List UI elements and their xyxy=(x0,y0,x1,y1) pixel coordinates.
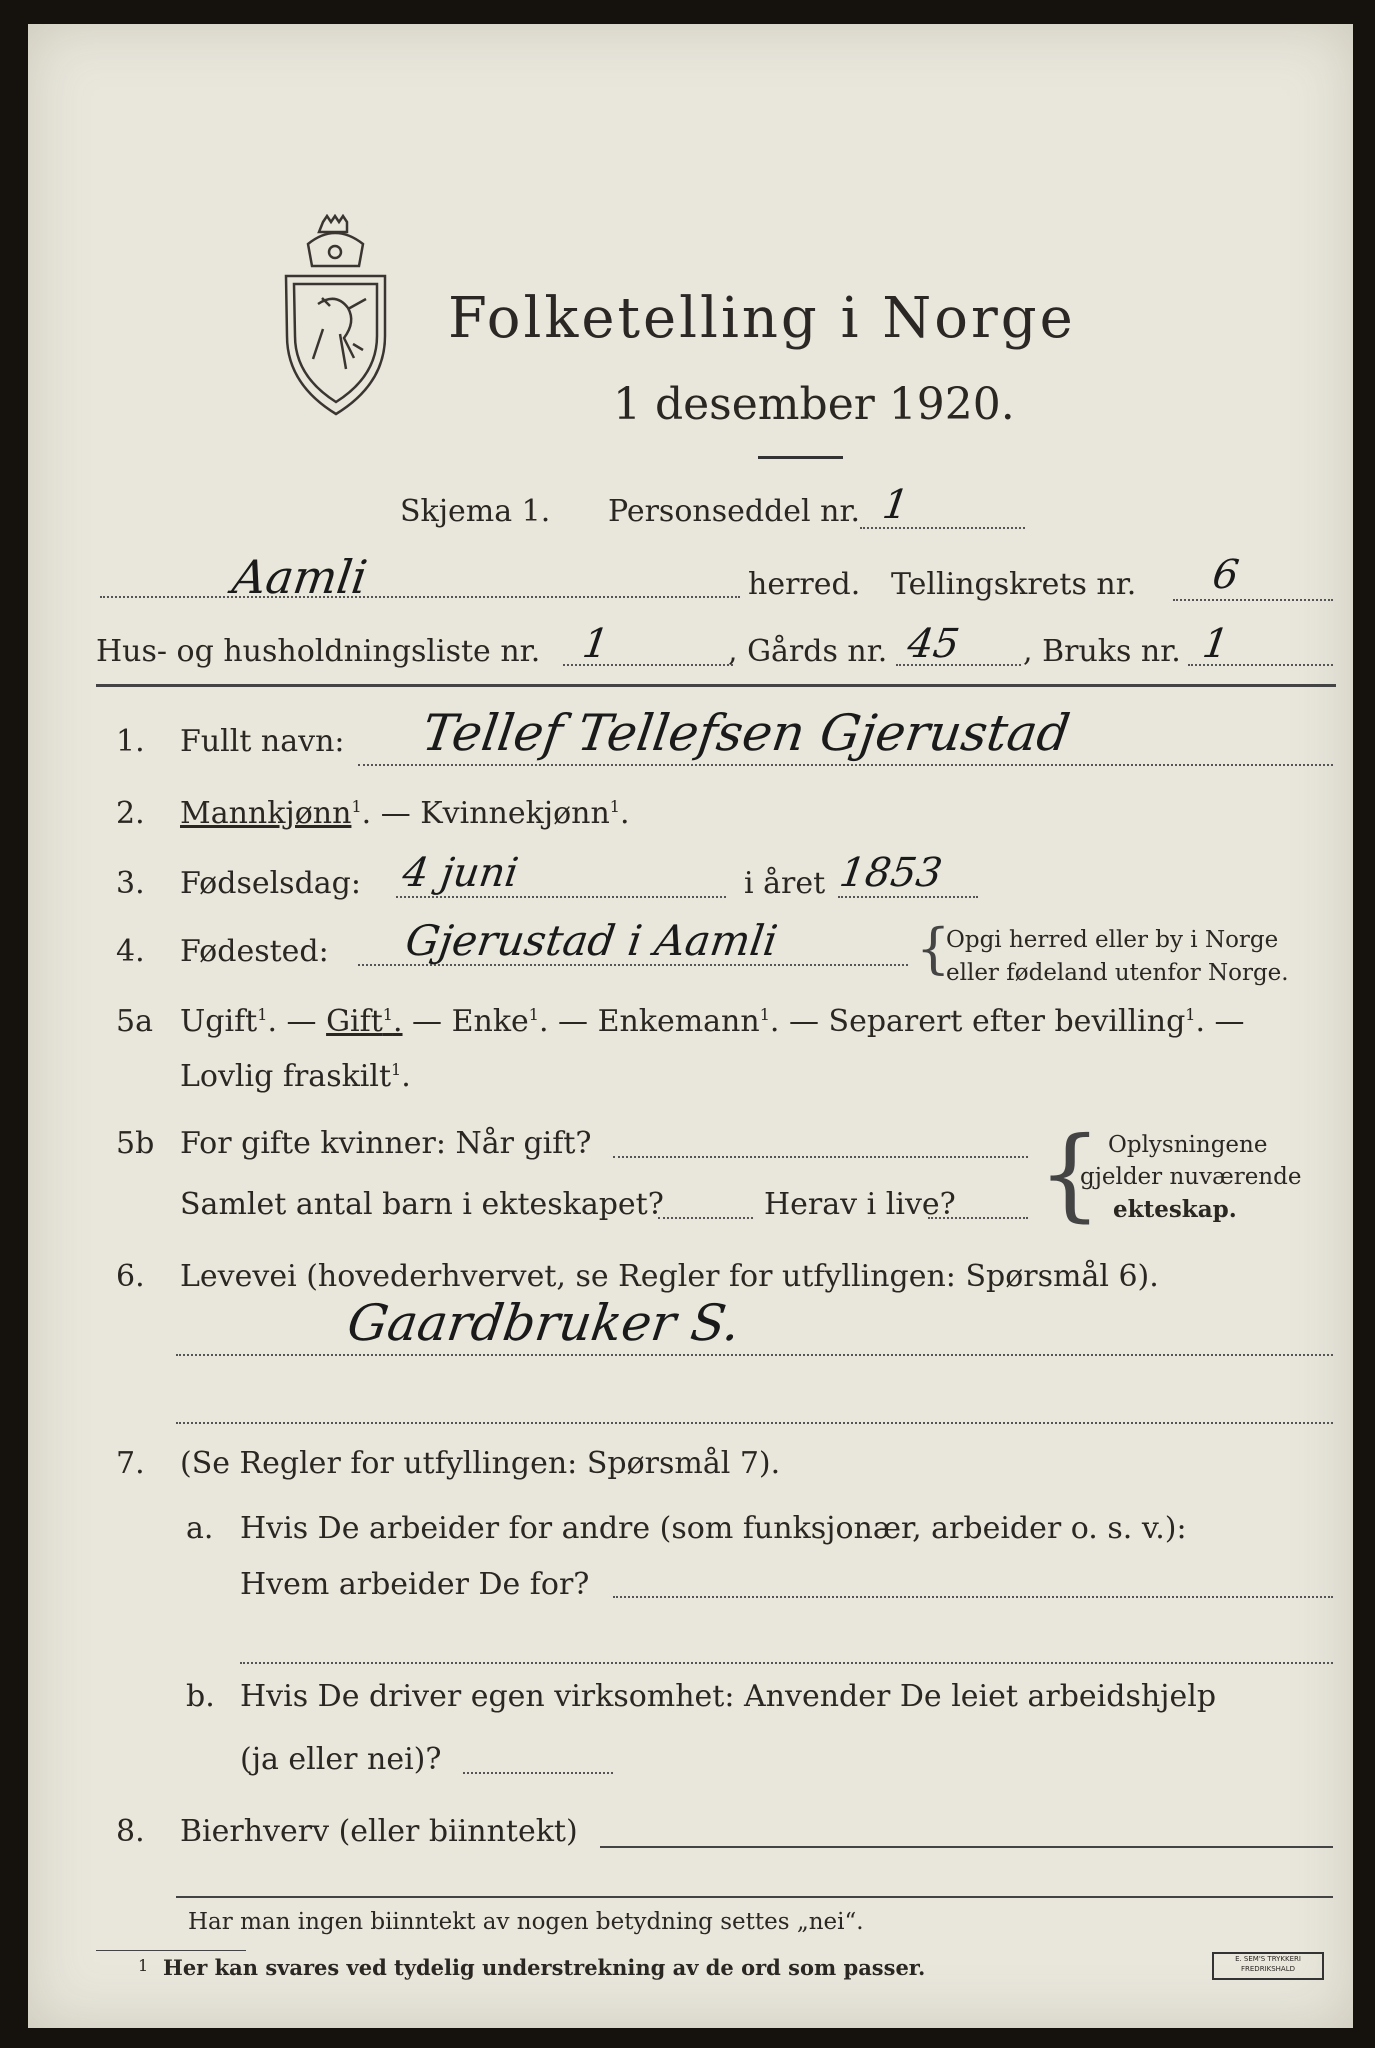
bruks-label: , Bruks nr. xyxy=(1023,634,1181,669)
q5a-end: . xyxy=(401,1059,411,1094)
q3-number: 3. xyxy=(116,866,145,901)
q6-number: 6. xyxy=(116,1259,145,1294)
birthday-field-line xyxy=(396,896,726,898)
q1-number: 1. xyxy=(116,724,145,759)
q2-separator: . — xyxy=(361,796,421,831)
printer-stamp-line2: FREDRIKSHALD xyxy=(1240,1965,1295,1973)
ugift-option[interactable]: Ugift xyxy=(180,1004,258,1039)
tellingskrets-value[interactable]: 6 xyxy=(1209,552,1242,598)
fraskilt-option[interactable]: Lovlig fraskilt xyxy=(180,1059,392,1094)
q5a-footnote-mark-enkemann: 1 xyxy=(759,1005,770,1024)
q4-brace: { xyxy=(916,917,951,980)
q5a-footnote-mark-separert: 1 xyxy=(1185,1005,1196,1024)
herred-value[interactable]: Aamli xyxy=(229,550,371,604)
footnote-mark: 1 xyxy=(138,1956,149,1975)
birth-year-value[interactable]: 1853 xyxy=(836,850,946,896)
enke-option[interactable]: Enke xyxy=(451,1004,529,1039)
gards-value[interactable]: 45 xyxy=(904,621,963,667)
year-field-line xyxy=(838,896,978,898)
q5a-footnote-mark-fraskilt: 1 xyxy=(391,1060,402,1079)
birthday-value[interactable]: 4 juni xyxy=(399,850,522,896)
separert-option[interactable]: Separert efter bevilling xyxy=(828,1004,1186,1039)
q5a-marital-options: Ugift$^1$. — Gift$^1$. — Enke$^1$. — Enkemann$^1$. — Separert efter bevilling$^1$. — xyxy=(180,1004,1245,1039)
q7b-text: Hvis De driver egen virksomhet: Anvender De leiet arbeidshjelp xyxy=(240,1679,1217,1714)
q8-number: 8. xyxy=(116,1814,145,1849)
q5a-dash-4: . — xyxy=(769,1004,819,1039)
q2-footnote-mark-2: 1 xyxy=(609,797,620,816)
q5a-footnote-mark-enke: 1 xyxy=(528,1005,539,1024)
q2-footnote-mark-1: 1 xyxy=(351,797,362,816)
side-income-field-line-2 xyxy=(176,1896,1333,1898)
gift-option[interactable] xyxy=(326,1004,402,1039)
q5a-number: 5a xyxy=(116,1004,153,1039)
occupation-value[interactable]: Gaardbruker S. xyxy=(343,1294,744,1352)
gift-option-label: Gift xyxy=(326,1004,383,1039)
q5b-label-alive: Herav i live? xyxy=(764,1187,956,1222)
q4-note-line2: eller fødeland utenfor Norge. xyxy=(946,960,1289,986)
q4-label: Fødested: xyxy=(180,934,329,969)
footnote-rule xyxy=(96,1950,246,1951)
q5a-line2 xyxy=(180,1059,411,1094)
q6-label: Levevei (hovederhvervet, se Regler for utfyllingen: Spørsmål 6). xyxy=(180,1259,1159,1294)
form-title: Folketelling i Norge xyxy=(448,286,1076,351)
q4-number: 4. xyxy=(116,934,145,969)
gards-label: , Gårds nr. xyxy=(728,634,888,669)
q2-end: . xyxy=(619,796,630,831)
q7b-question: (ja eller nei)? xyxy=(240,1742,442,1777)
full-name-value[interactable]: Tellef Tellefsen Gjerustad xyxy=(418,704,1074,762)
tellingskrets-field-line xyxy=(1173,599,1333,601)
q5b-brace: { xyxy=(1038,1115,1102,1232)
header-separator xyxy=(96,684,1336,687)
q5a-dash-5: . — xyxy=(1195,1004,1245,1039)
enkemann-option[interactable]: Enkemann xyxy=(597,1004,760,1039)
herred-label: herred. xyxy=(748,567,861,602)
q5b-note-line3: ekteskap. xyxy=(1113,1196,1237,1223)
employer-field-line xyxy=(613,1596,1333,1598)
q1-label: Fullt navn: xyxy=(180,724,345,759)
title-divider xyxy=(758,456,843,459)
census-form-page xyxy=(28,24,1353,2028)
personseddel-value[interactable]: 1 xyxy=(879,482,912,528)
q5a-footnote-mark-ugift: 1 xyxy=(257,1005,268,1024)
q5b-number: 5b xyxy=(116,1126,155,1161)
q5a-dash-1: . — xyxy=(267,1004,317,1039)
employer-field-line-2 xyxy=(240,1662,1333,1664)
husliste-value[interactable]: 1 xyxy=(579,621,612,667)
q7b-letter: b. xyxy=(186,1679,215,1714)
q3-label: Fødselsdag: xyxy=(180,866,361,901)
q5a-footnote-mark-gift: 1 xyxy=(382,1005,393,1024)
side-income-field-line xyxy=(600,1846,1333,1848)
q7a-question: Hvem arbeider De for? xyxy=(240,1567,590,1602)
census-date: 1 desember 1920. xyxy=(613,379,1015,430)
q2-sex-options xyxy=(180,796,630,831)
q5b-note-line1: Oplysningene xyxy=(1108,1132,1268,1158)
footnote-text: Her kan svares ved tydelig understrekning av de ord som passer. xyxy=(163,1955,926,1980)
q5a-dash-3: . — xyxy=(538,1004,589,1039)
female-option[interactable]: Kvinnekjønn xyxy=(420,796,610,831)
male-option[interactable]: Mannkjønn xyxy=(180,796,352,831)
q5b-label-when-married: For gifte kvinner: Når gift? xyxy=(180,1126,592,1161)
personseddel-label: Personseddel nr. xyxy=(608,494,861,529)
birthplace-value[interactable]: Gjerustad i Aamli xyxy=(402,916,781,965)
q7a-text: Hvis De arbeider for andre (som funksjonær, arbeider o. s. v.): xyxy=(240,1511,1187,1546)
printer-stamp-line1: E. SEM'S TRYKKERI xyxy=(1235,1955,1301,1963)
when-married-field-line xyxy=(613,1156,1028,1158)
q8-label: Bierhverv (eller biinntekt) xyxy=(180,1814,578,1849)
children-field-line xyxy=(658,1217,753,1219)
printer-stamp xyxy=(1212,1952,1324,1980)
q7a-letter: a. xyxy=(186,1511,214,1546)
q7-label: (Se Regler for utfyllingen: Spørsmål 7). xyxy=(180,1446,781,1481)
q5b-label-children: Samlet antal barn i ekteskapet? xyxy=(180,1187,664,1222)
year-label: i året xyxy=(744,866,826,901)
q4-note-line1: Opgi herred eller by i Norge xyxy=(946,927,1279,953)
q5b-note-line2: gjelder nuværende xyxy=(1080,1164,1302,1190)
hired-help-field-line xyxy=(463,1772,613,1774)
skjema-label: Skjema 1. xyxy=(400,494,551,529)
occupation-field-line-2 xyxy=(176,1422,1333,1424)
bruks-value[interactable]: 1 xyxy=(1199,621,1232,667)
q8-note: Har man ingen biinntekt av nogen betydning settes „nei“. xyxy=(188,1909,864,1935)
tellingskrets-label: Tellingskrets nr. xyxy=(891,567,1137,602)
alive-field-line xyxy=(928,1217,1028,1219)
q1-field-line xyxy=(358,764,1333,766)
occupation-field-line xyxy=(176,1354,1333,1356)
husliste-label: Hus- og husholdningsliste nr. xyxy=(96,634,541,669)
coat-of-arms-icon xyxy=(278,214,393,419)
herred-field-line xyxy=(100,596,740,598)
gift-option-end: . xyxy=(392,1004,403,1039)
q7-number: 7. xyxy=(116,1446,145,1481)
q2-number: 2. xyxy=(116,796,145,831)
